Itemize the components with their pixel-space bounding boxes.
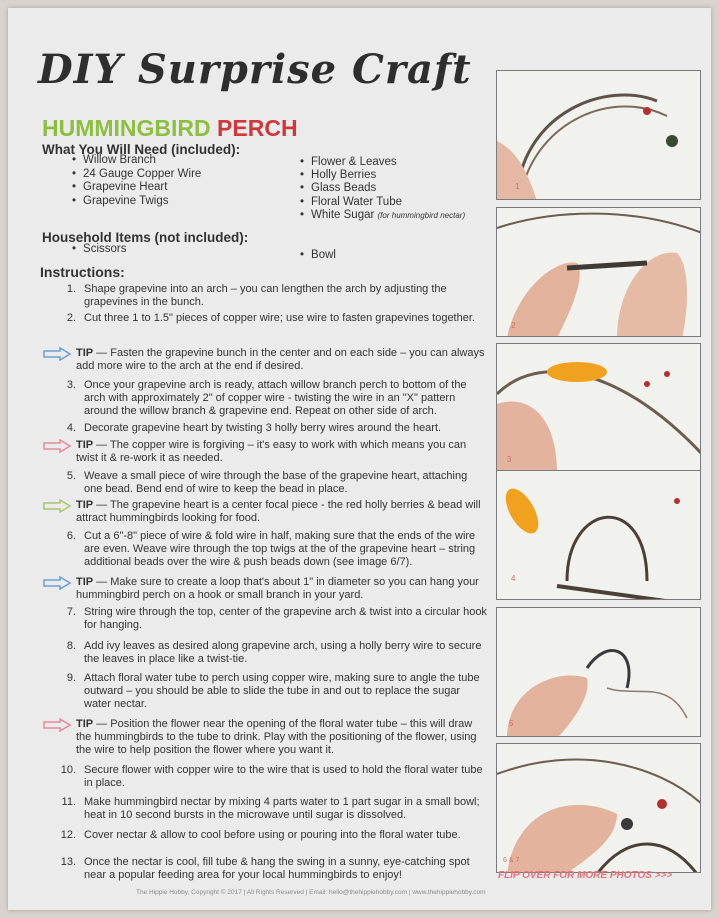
step-number: 3. xyxy=(66,379,76,391)
tip-item xyxy=(76,347,488,373)
step-text xyxy=(76,576,488,602)
step-text: Cover nectar & allow to cool before using or pouring into the floral water tube. xyxy=(84,829,461,841)
step-photo-6-7 xyxy=(496,743,701,873)
step-item xyxy=(52,422,488,435)
photo-illustration xyxy=(497,471,701,600)
needs-item-sugar xyxy=(300,209,465,221)
step-text: Decorate grapevine heart by twisting 3 holly berry wires around the heart. xyxy=(84,422,442,434)
photo-illustration xyxy=(497,744,701,873)
step-text: Weave a small piece of wire through the base of the grapevine heart, attaching one bead. Bend end of wire to keep the bead in place. xyxy=(84,470,468,495)
step-number: 11. xyxy=(61,796,76,808)
needs-item: • Glass Beads xyxy=(300,182,376,194)
step-number: 1. xyxy=(66,283,76,295)
step-text: String wire through the top, center of the grapevine arch & twist into a circular hook for hanging. xyxy=(84,606,487,631)
needs-item: • Holly Berries xyxy=(300,169,376,181)
household-item: • Scissors xyxy=(72,243,126,255)
tip-item xyxy=(76,718,488,757)
tip-item xyxy=(76,499,488,525)
step-number: 9. xyxy=(66,672,76,684)
step-number: 6. xyxy=(66,530,76,542)
household-heading: Household Items (not included): xyxy=(42,230,249,245)
step-number: 5. xyxy=(66,470,76,482)
photo-number: 3 xyxy=(507,455,512,464)
step-item xyxy=(52,283,488,309)
green-arrow-icon xyxy=(42,499,72,513)
tip-item xyxy=(76,576,488,602)
tip-text: — Position the flower near the opening of the floral water tube – this will draw the hummingbirds to the tube to drink. Play with the positioning of the flower, using the wire to help position the flower where you want it. xyxy=(76,718,477,756)
tip-text: — Fasten the grapevine bunch in the center and on each side – you can always add more wire to the arch at the end if desired. xyxy=(76,347,485,372)
step-item xyxy=(52,856,488,882)
pink-arrow-icon xyxy=(42,439,72,453)
sugar-note: (for hummingbird nectar) xyxy=(377,211,466,220)
blue-arrow-icon xyxy=(42,347,72,361)
sugar-label: White Sugar xyxy=(311,209,375,221)
step-text: Cut three 1 to 1.5" pieces of copper wire; use wire to fasten grapevines together. xyxy=(84,312,475,324)
step-item xyxy=(52,530,488,569)
step-photo-1 xyxy=(496,70,701,200)
step-number: 8. xyxy=(66,640,76,652)
step-item xyxy=(52,379,488,418)
needs-item: • Flower & Leaves xyxy=(300,156,397,168)
step-number: 10. xyxy=(60,764,76,776)
tip-text: — Make sure to create a loop that's about 1" in diameter so you can hang your hummingbird perch on a hook or small branch in your yard. xyxy=(76,576,479,601)
step-text xyxy=(76,347,488,373)
instruction-sheet xyxy=(8,8,711,910)
step-photo-3 xyxy=(496,343,701,473)
step-item xyxy=(52,312,488,325)
needs-item: • Grapevine Twigs xyxy=(72,195,168,207)
step-item xyxy=(52,672,488,711)
step-item xyxy=(52,640,488,666)
step-item xyxy=(52,796,488,822)
step-text xyxy=(76,718,488,757)
footer-credits: The Hippie Hobby, Copyright © 2017 | All Rights Reserved | Email: hello@thehippiehobby.com | www.thehippiehobby.com xyxy=(136,889,486,896)
photo-illustration xyxy=(497,71,701,200)
step-item xyxy=(52,470,488,496)
step-number: 13. xyxy=(60,856,76,868)
page-title: DIY Surprise Craft xyxy=(38,46,472,93)
subtitle-perch: PERCH xyxy=(217,115,298,141)
needs-item: • 24 Gauge Copper Wire xyxy=(72,168,201,180)
step-text: Shape grapevine into an arch – you can lengthen the arch by adjusting the grapevines in the bunch. xyxy=(84,283,447,308)
photo-illustration xyxy=(497,208,701,337)
step-text: Secure flower with copper wire to the wire that is used to hold the floral water tube in place. xyxy=(84,764,483,789)
step-text: Cut a 6"-8" piece of wire & fold wire in half, making sure that the ends of the wire are even. Weave wire through the top twigs at the of the grapevine heart – string additional beads over the wire & push beads down (see image 6/7). xyxy=(84,530,476,568)
step-number: 2. xyxy=(66,312,76,324)
photo-number: 5 xyxy=(509,719,514,728)
blue-arrow-icon xyxy=(42,576,72,590)
subtitle-hummingbird: HUMMINGBIRD xyxy=(42,115,211,141)
flip-over-note: FLIP OVER FOR MORE PHOTOS >>> xyxy=(498,870,673,881)
step-number: 12. xyxy=(60,829,76,841)
step-text xyxy=(76,499,488,525)
page-subtitle xyxy=(42,115,298,142)
needs-item: • Willow Branch xyxy=(72,154,156,166)
tip-label: TIP xyxy=(76,718,94,730)
tip-label: TIP xyxy=(76,576,94,588)
tip-label: TIP xyxy=(76,347,94,359)
step-photo-4 xyxy=(496,470,701,600)
photo-illustration xyxy=(497,344,701,473)
needs-item: • Grapevine Heart xyxy=(72,181,167,193)
tip-label: TIP xyxy=(76,439,94,451)
instructions-heading: Instructions: xyxy=(40,264,125,280)
photo-number: 4 xyxy=(511,574,516,583)
step-item xyxy=(52,829,488,842)
step-text: Once the nectar is cool, fill tube & hang the swing in a sunny, eye-catching spot near a popular feeding area for your local hummingbirds to enjoy! xyxy=(84,856,470,881)
household-item: • Bowl xyxy=(300,249,336,261)
tip-label: TIP xyxy=(76,499,94,511)
step-text: Add ivy leaves as desired along grapevine arch, using a holly berry wire to secure the leaves in place like a twist-tie. xyxy=(84,640,482,665)
photo-number: 2 xyxy=(511,321,516,330)
step-number: 4. xyxy=(66,422,76,434)
tip-item xyxy=(76,439,488,465)
step-text: Make hummingbird nectar by mixing 4 parts water to 1 part sugar in a small bowl; heat in 10 second bursts in the microwave until sugar is dissolved. xyxy=(84,796,480,821)
step-photo-5 xyxy=(496,607,701,737)
step-item xyxy=(52,764,488,790)
step-number: 7. xyxy=(66,606,76,618)
tip-text: — The grapevine heart is a center focal piece - the red holly berries & bead will attract hummingbirds looking for food. xyxy=(76,499,481,524)
pink-arrow-icon xyxy=(42,718,72,732)
tip-text: — The copper wire is forgiving – it's easy to work with which means you can twist it & re-work it as needed. xyxy=(76,439,467,464)
needs-heading: What You Will Need (included): xyxy=(42,142,241,157)
photo-number: 1 xyxy=(515,182,520,191)
photo-number: 6 & 7 xyxy=(503,857,520,864)
photo-illustration xyxy=(497,608,701,737)
step-text xyxy=(76,439,488,465)
step-item xyxy=(52,606,488,632)
step-text: Attach floral water tube to perch using copper wire, making sure to angle the tube outward – you should be able to slide the tube in and out to replace the sugar water nectar. xyxy=(84,672,480,710)
step-text: Once your grapevine arch is ready, attach willow branch perch to bottom of the arch with approximately 2" of copper wire - twisting the wire in an "X" pattern around the willow branch & grapevine end. Repeat on other side of arch. xyxy=(84,379,467,417)
step-photo-2 xyxy=(496,207,701,337)
needs-item: • Floral Water Tube xyxy=(300,196,402,208)
